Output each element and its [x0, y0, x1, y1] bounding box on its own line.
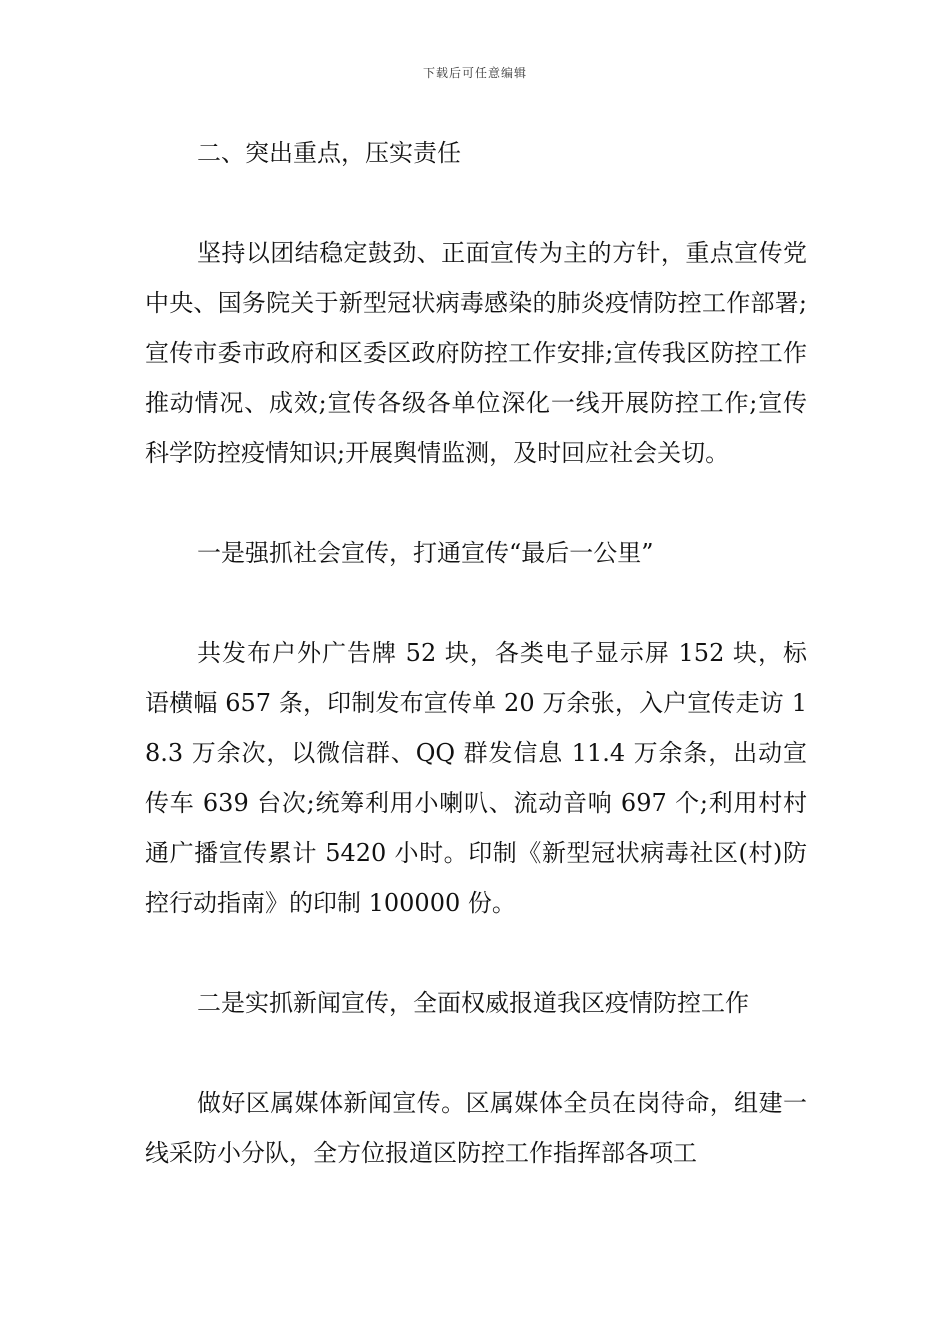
document-body: [145, 128, 807, 1178]
section-heading-3: 二是实抓新闻宣传，全面权威报道我区疫情防控工作: [197, 989, 749, 1017]
section-paragraph-1: 坚持以团结稳定鼓劲、正面宣传为主的方针，重点宣传党中央、国务院关于新型冠状病毒感染的肺炎疫情防控工作部署;宣传市委市政府和区委区政府防控工作安排;宣传我区防控工作推动情况、成效;宣传各级各单位深化一线开展防控工作;宣传科学防控疫情知识;开展舆情监测，及时回应社会关切。: [145, 239, 807, 467]
section-paragraph-2: 共发布户外广告牌 52 块，各类电子显示屏 152 块，标语横幅 657 条，印制发布宣传单 20 万余张，入户宣传走访 18.3 万余次，以微信群、QQ 群发信息 11.4 万余条，出动宣传车 639 台次;统筹利用小喇叭、流动音响 697 个;利用村村通广播宣传累计 5420 小时。印制《新型冠状病毒社区(村)防控行动指南》的印制 100000 份。: [145, 639, 807, 917]
section-paragraph-3: 做好区属媒体新闻宣传。区属媒体全员在岗待命，组建一线采防小分队，全方位报道区防控工作指挥部各项工: [145, 1089, 807, 1167]
header-note: 下载后可任意编辑: [422, 66, 527, 80]
section-heading-2: 一是强抓社会宣传，打通宣传“最后一公里”: [197, 539, 654, 567]
spacer: [145, 578, 807, 628]
section-heading-1: 二、突出重点，压实责任: [197, 139, 461, 167]
spacer: [145, 928, 807, 978]
spacer: [145, 478, 807, 528]
spacer: [145, 178, 807, 228]
spacer: [145, 1028, 807, 1078]
